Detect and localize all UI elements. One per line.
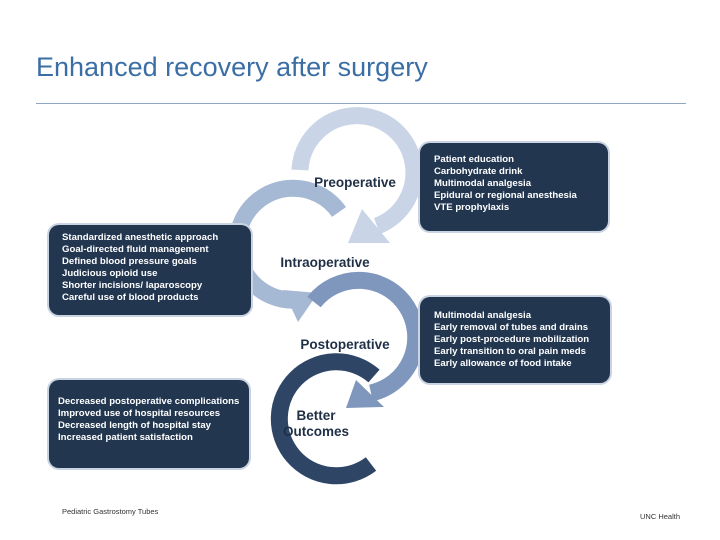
stage-preoperative: Preoperative <box>314 175 396 190</box>
list-item: Shorter incisions/ laparoscopy <box>62 280 203 291</box>
preoperative-list <box>434 154 596 214</box>
list-item: Decreased length of hospital stay <box>58 420 212 431</box>
stage-postoperative: Postoperative <box>300 337 390 352</box>
list-item: Decreased postoperative complications <box>58 396 240 407</box>
list-item: Improved use of hospital resources <box>58 408 221 419</box>
preoperative-box <box>420 143 608 231</box>
postoperative-box <box>420 297 610 383</box>
intraoperative-list <box>62 232 241 304</box>
list-item: Standardized anesthetic approach <box>62 232 219 243</box>
outcomes-list <box>58 396 241 444</box>
intraoperative-box <box>49 225 251 315</box>
list-item: Patient education <box>434 154 514 165</box>
list-item: Epidural or regional anesthesia <box>434 190 577 201</box>
list-item: Defined blood pressure goals <box>62 256 197 267</box>
footer-presentation-title: Pediatric Gastrostomy Tubes <box>62 507 159 516</box>
stage-outcomes-line1: Better <box>296 408 336 423</box>
list-item: Early allowance of food intake <box>434 358 572 369</box>
list-item: Goal-directed fluid management <box>62 244 209 255</box>
outcomes-box <box>49 380 249 468</box>
list-item: Early transition to oral pain meds <box>434 346 586 357</box>
list-item: Carbohydrate drink <box>434 166 523 177</box>
footer-organization: UNC Health <box>640 512 681 521</box>
slide-title: Enhanced recovery after surgery <box>36 52 428 82</box>
stage-intraoperative: Intraoperative <box>280 255 370 270</box>
list-item: Increased patient satisfaction <box>58 432 193 443</box>
list-item: Judicious opioid use <box>62 268 158 279</box>
stage-outcomes-line2: Outcomes <box>282 424 350 439</box>
postoperative-list <box>434 310 600 370</box>
list-item: Multimodal analgesia <box>434 178 532 189</box>
list-item: Early post-procedure mobilization <box>434 334 590 345</box>
list-item: Early removal of tubes and drains <box>434 322 589 333</box>
list-item: VTE prophylaxis <box>434 202 510 213</box>
list-item: Careful use of blood products <box>62 292 199 303</box>
list-item: Multimodal analgesia <box>434 310 532 321</box>
